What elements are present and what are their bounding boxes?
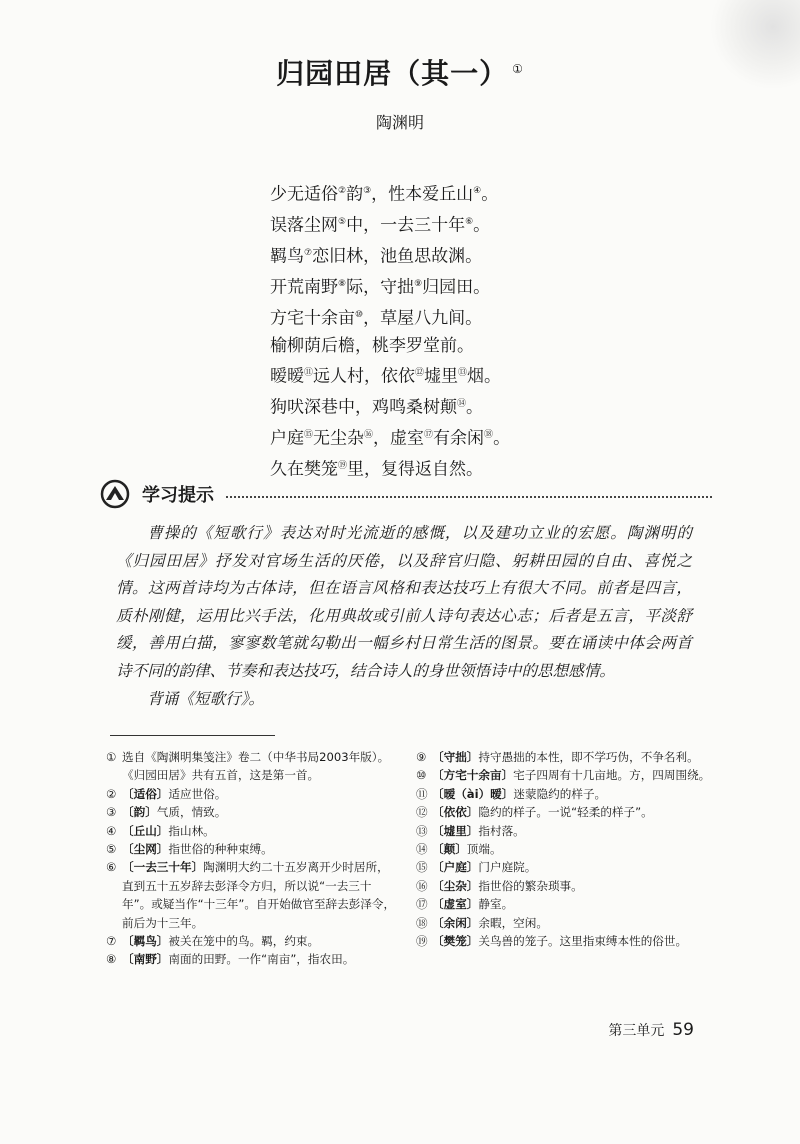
page-footer (608, 1020, 694, 1040)
poem-text: 狗吠深巷中，鸡鸣桑树颠 (270, 397, 457, 418)
footnote-ref: ⑯ (364, 429, 374, 440)
footnote-definition: 指山林。 (168, 823, 215, 838)
study-tips-header (100, 476, 712, 512)
footnote-term: 〔尘网〕 (122, 842, 169, 857)
footnote-ref: ⑩ (355, 309, 364, 320)
footnote-ref: ⑬ (458, 368, 468, 379)
poem-text: 恋旧林，池鱼思故渊。 (312, 246, 483, 267)
footnote-item (416, 748, 716, 766)
poem-text: 羁鸟 (270, 246, 304, 267)
footnote-item (106, 858, 398, 932)
footnote-ref: ⑰ (424, 429, 434, 440)
footnote-item (416, 877, 716, 895)
footnote-number: ⑮ (416, 860, 428, 875)
study-tips-title: 学习提示 (142, 485, 214, 506)
footnote-text (432, 840, 716, 858)
footnote-text (432, 822, 716, 840)
footnote-term: 〔暧（ài）暧〕 (432, 786, 514, 801)
poem-text: 里，复得返自然。 (347, 459, 484, 480)
footnote-item (106, 785, 398, 803)
footnote-text (122, 822, 398, 840)
footnote-ref: ⑨ (414, 278, 423, 289)
footnote-ref: ④ (473, 186, 482, 196)
footnote-definition: 关鸟兽的笼子。这里指束缚本性的俗世。 (478, 934, 688, 949)
footnote-text (122, 803, 398, 821)
footnote-text (432, 766, 716, 784)
poem-text: ，草屋八九间。 (363, 308, 483, 329)
footnote-definition: 指世俗的种种束缚。 (168, 842, 273, 857)
poem-text: 开荒南野 (270, 277, 338, 298)
poem-text: 误落尘网 (270, 215, 338, 236)
poem-text: ，虚室 (373, 428, 425, 449)
footnote-number: ⑨ (416, 750, 427, 764)
footnote-ref: ⑭ (457, 399, 467, 410)
footnote-definition: 顶端。 (466, 842, 502, 857)
footnote-ref: ⑲ (338, 460, 348, 471)
footnote-number: ⑰ (416, 897, 428, 912)
footnote-number: ⑦ (106, 934, 117, 949)
footnote-definition: 迷蒙隐约的样子。 (513, 786, 607, 801)
poem-text: 远人村，依依 (313, 366, 416, 387)
footnote-term: 〔墟里〕 (432, 823, 479, 838)
footnote-text (122, 748, 398, 785)
footnote-text (122, 840, 398, 858)
footnote-rule (110, 735, 275, 736)
poem-text: 墟里 (424, 366, 459, 387)
poem-text: 方宅十余亩 (270, 308, 355, 329)
footnote-text (122, 785, 398, 803)
poem-line (270, 302, 510, 333)
dotted-divider (226, 496, 712, 498)
footnote-term: 〔一去三十年〕 (122, 860, 204, 875)
footnote-item (106, 748, 398, 785)
footnote-item (106, 803, 398, 821)
page-number: 59 (672, 1020, 694, 1040)
footnote-term: 〔余闲〕 (432, 915, 479, 930)
poem-line (270, 422, 510, 453)
footnotes-right-column (416, 748, 716, 950)
footnote-definition: 指村落。 (478, 823, 525, 838)
footnote-term: 〔虚室〕 (432, 897, 479, 912)
footnote-definition: 余暇，空闲。 (478, 915, 548, 930)
footnote-term: 〔颠〕 (432, 842, 467, 857)
poem-line (270, 209, 510, 240)
footnote-number: ⑯ (416, 878, 428, 893)
footnote-item (416, 932, 716, 950)
poem-text: 少无适俗 (270, 184, 338, 205)
footnote-item (416, 840, 716, 858)
poem-text: 际，守拙 (346, 277, 415, 298)
poem-text: 韵 (346, 184, 364, 205)
poem-text: 烟。 (467, 366, 502, 387)
footnote-ref: ⑦ (304, 247, 313, 258)
footnote-definition: 选自《陶渊明集笺注》卷二（中华书局2003年版）。《归园田居》共有五首，这是第一首。 (122, 750, 390, 783)
footnote-text (432, 877, 716, 895)
footnote-definition: 持守愚拙的本性，即不学巧伪，不争名利。 (478, 750, 699, 764)
poem-line (270, 178, 510, 209)
footnote-ref: ⑧ (338, 278, 347, 289)
poem-author: 陶渊明 (375, 113, 424, 132)
footnote-number: ⑤ (106, 842, 117, 857)
poem-text: 归园田。 (422, 277, 491, 298)
footnote-term: 〔樊笼〕 (432, 934, 479, 949)
poem-line (270, 391, 510, 422)
poem-text: 暧暧 (270, 366, 304, 387)
footnote-number: ⑥ (106, 860, 117, 875)
footnote-definition: 陶渊明大约二十五岁离开少时居所，直到五十五岁辞去彭泽令方归，所以说“一去三十年”。或疑当作“十三年”。自开始做官至辞去彭泽令，前后为十三年。 (122, 860, 396, 930)
poem-line (270, 360, 510, 391)
footnote-ref: ⑤ (338, 216, 347, 227)
footnote-ref: ⑮ (304, 429, 314, 440)
footnote-text (432, 803, 716, 821)
tips-paragraph: 背诵《短歌行》。 (147, 689, 265, 708)
footnote-text (432, 748, 716, 766)
footnote-text (432, 914, 716, 932)
footnote-term: 〔适俗〕 (122, 786, 169, 801)
footnote-text (432, 895, 716, 913)
poem-text: 榆柳荫后檐，桃李罗堂前。 (270, 335, 474, 356)
poem-line (270, 271, 510, 302)
poem-text: 。 (473, 215, 491, 236)
poem-text: 。 (493, 428, 511, 449)
footnote-item (416, 766, 716, 784)
footnote-definition: 指世俗的繁杂琐事。 (478, 878, 583, 893)
poem-line (270, 333, 510, 360)
poem-title (0, 52, 800, 92)
footnote-term: 〔丘山〕 (122, 823, 169, 838)
footnote-text (122, 932, 398, 950)
footnote-term: 〔守拙〕 (432, 750, 479, 764)
footnote-number: ⑭ (416, 842, 428, 857)
footnote-item (416, 822, 716, 840)
footnote-term: 〔户庭〕 (432, 860, 479, 875)
footnote-definition: 气质，情致。 (156, 805, 227, 820)
footnote-item (416, 895, 716, 913)
poem-title-text: 归园田居（其一） (276, 57, 509, 90)
footnote-text (432, 932, 716, 950)
footnote-number: ② (106, 786, 117, 801)
footnote-number: ④ (106, 823, 117, 838)
footnote-term: 〔依依〕 (432, 805, 479, 820)
footnote-number: ⑧ (106, 952, 117, 967)
footnote-term: 〔方宅十余亩〕 (432, 768, 514, 783)
footnote-term: 〔尘杂〕 (432, 878, 479, 893)
footnote-definition: 南面的田野。一作“南亩”，指农田。 (168, 952, 355, 967)
footnote-number: ③ (106, 805, 117, 820)
footnote-number: ⑫ (416, 805, 428, 820)
footnote-ref: ⑫ (415, 368, 425, 379)
footnotes-left-column (106, 748, 398, 969)
poem-text: 中，一去三十年 (346, 215, 466, 236)
footnote-text (432, 785, 716, 803)
footnote-term: 〔羁鸟〕 (122, 934, 169, 949)
footnote-item (416, 785, 716, 803)
poem-text: ，性本爱丘山 (371, 184, 474, 205)
title-footnote-ref: ① (512, 61, 524, 76)
footnote-number: ⑲ (416, 934, 428, 949)
footnote-item (416, 858, 716, 876)
footnote-item (416, 803, 716, 821)
footnote-text (432, 858, 716, 876)
footnote-item (106, 840, 398, 858)
poem-text: 有余闲 (433, 428, 485, 449)
footnote-number: ⑬ (416, 823, 428, 838)
footnote-ref: ⑥ (465, 216, 474, 227)
footnote-text (122, 858, 398, 932)
footnote-text (122, 950, 398, 968)
footnote-ref: ⑪ (304, 368, 314, 379)
poem-text: 。 (466, 397, 484, 418)
poem-body (270, 178, 510, 484)
footnote-term: 〔南野〕 (122, 952, 169, 967)
poem-text: 久在樊笼 (270, 459, 338, 480)
footnote-item (106, 822, 398, 840)
footnote-definition: 门户庭院。 (478, 860, 537, 875)
tips-paragraph: 曹操的《短歌行》表达对时光流逝的感慨，以及建功立业的宏愿。陶渊明的《归园田居》抒发对官场生活的厌倦，以及辞官归隐、躬耕田园的自由、喜悦之情。这两首诗均为古体诗，但在语言风格和表达技巧上有很大不同。前者是四言，质朴刚健，运用比兴手法，化用典故或引前人诗句表达心志；后者是五言，平淡舒缓，善用白描，寥寥数笔就勾勒出一幅乡村日常生活的图景。要在诵读中体会两首诗不同的韵律、节奏和表达技巧，结合诗人的身世领悟诗中的思想感情。 (116, 524, 692, 680)
footnote-ref: ③ (363, 186, 372, 196)
footnote-definition: 宅子四周有十几亩地。方，四周围绕。 (513, 768, 711, 783)
unit-label: 第三单元 (608, 1023, 665, 1039)
footnote-item (106, 932, 398, 950)
footnote-ref: ② (338, 186, 347, 196)
poem-text: 户庭 (270, 428, 304, 449)
footnote-definition: 适应世俗。 (168, 786, 227, 801)
footnote-item (106, 950, 398, 968)
study-tips-icon (100, 479, 130, 509)
footnote-definition: 静室。 (478, 897, 514, 912)
footnote-number: ① (106, 750, 117, 764)
footnote-term: 〔韵〕 (122, 805, 157, 820)
footnote-definition: 隐约的样子。一说“轻柔的样子”。 (478, 805, 653, 820)
footnote-number: ⑱ (416, 915, 428, 930)
footnote-number: ⑩ (416, 768, 427, 783)
footnote-ref: ⑱ (484, 429, 494, 440)
study-tips-body (116, 520, 692, 713)
poem-text: 。 (481, 184, 499, 205)
poem-line (270, 240, 510, 271)
footnote-item (416, 914, 716, 932)
footnote-number: ⑪ (416, 786, 428, 801)
footnote-definition: 被关在笼中的鸟。羁，约束。 (168, 934, 320, 949)
poem-text: 无尘杂 (313, 428, 365, 449)
